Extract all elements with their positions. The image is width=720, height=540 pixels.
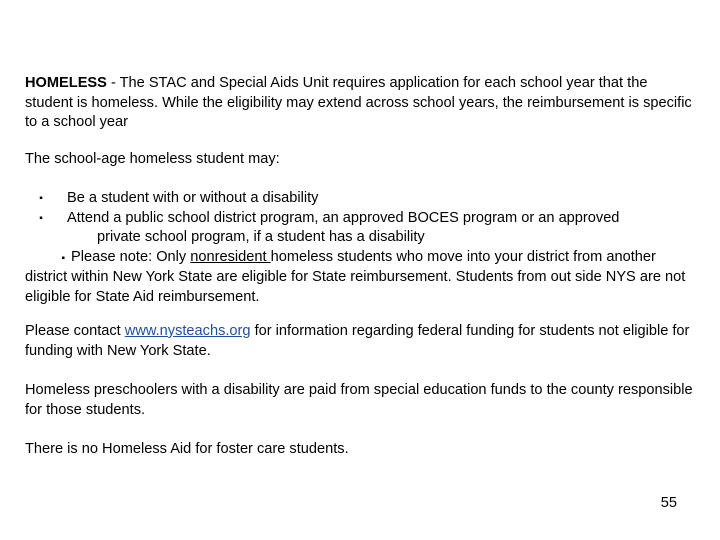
- list-item: [0, 209, 720, 248]
- homeless-intro-text: - The STAC and Special Aids Unit requires application for each school year that the student is homeless. While the eligibility may extend across school years, the reimbursement is specific to a school year: [25, 75, 692, 130]
- nysteachs-link[interactable]: www.nysteachs.org: [124, 323, 251, 339]
- list-item-text: Be a student with or without a disability: [67, 190, 319, 206]
- nonresident-text: nonresident: [190, 248, 271, 265]
- foster-paragraph: [25, 440, 695, 460]
- bullet-icon: ▪: [39, 193, 43, 204]
- list-item-text-cont: homeless students who move into your district from another district within New York State are eligible for State reimbursement. Students from out side NYS are not eligible for State Aid reimbursement.: [25, 248, 686, 305]
- bullet-icon: ▪: [61, 252, 65, 264]
- eligibility-list: [0, 189, 720, 307]
- list-item-text: Please note: Only: [71, 248, 191, 265]
- list-item-continuation: private school program, if a student has a disability: [97, 229, 425, 245]
- school-age-lead-text: The school-age homeless student may:: [25, 151, 280, 167]
- foster-text: There is no Homeless Aid for foster care students.: [25, 441, 349, 457]
- school-age-lead: [25, 150, 695, 170]
- list-item-text: Attend a public school district program, an approved BOCES program or an approved: [67, 209, 620, 226]
- bullet-icon: ▪: [39, 212, 43, 224]
- preschool-paragraph: [25, 381, 695, 420]
- homeless-heading: HOMELESS: [25, 75, 107, 91]
- preschool-text: Homeless preschoolers with a disability are paid from special education funds to the county responsible for those students.: [25, 382, 693, 418]
- homeless-intro-paragraph: [25, 74, 695, 133]
- contact-text-pre: Please contact: [25, 323, 125, 339]
- page-number: 55: [660, 495, 677, 511]
- list-item: [0, 248, 720, 308]
- contact-text-post: for information regarding federal funding for students not eligible for funding with New York State.: [25, 323, 690, 359]
- contact-paragraph: [25, 322, 695, 361]
- list-item: [0, 189, 720, 209]
